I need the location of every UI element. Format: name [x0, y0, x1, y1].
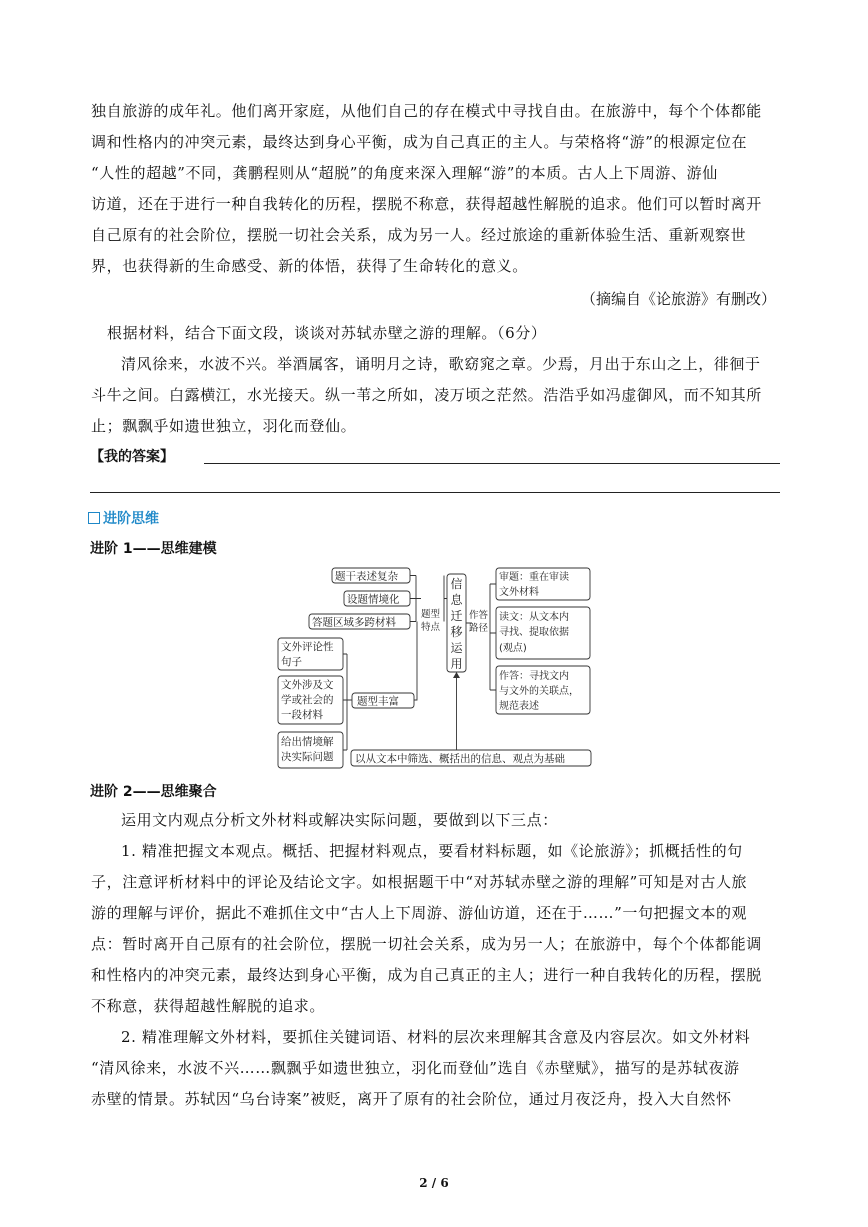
- passage-paragraph: [91, 96, 781, 282]
- question-prompt: 根据材料，结合下面文段，谈谈对苏轼赤壁之游的理解。（6分）: [107, 324, 547, 342]
- answer-input-line-2[interactable]: [90, 492, 780, 493]
- diagram-label: 作答：寻找文内: [499, 671, 569, 682]
- diagram-label: 移: [450, 625, 463, 639]
- diagram-label: 题干表述复杂: [335, 570, 398, 583]
- text-line: 2. 精准理解文外材料，要抓住关键词语、材料的层次来理解其含意及内容层次。如文外材料: [121, 1028, 751, 1046]
- diagram-label: 一段材料: [281, 709, 323, 721]
- diagram-label: 寻找、提取依据: [499, 627, 569, 638]
- diagram-label: 设题情境化: [347, 593, 400, 606]
- passage-source: （摘编自《论旅游》有删改）: [580, 290, 776, 308]
- diagram-label: 特点: [421, 622, 441, 633]
- text-line: 调和性格内的冲突元素，最终达到身心平衡，成为自己真正的主人。与荣格将“游”的根源定位在: [91, 133, 748, 151]
- diagram-label: 息: [450, 593, 463, 607]
- section-title: [88, 508, 159, 528]
- diagram-label: 决实际问题: [281, 751, 334, 763]
- text-line: 点：暂时离开自己原有的社会阶位，摆脱一切社会关系，成为另一人；在旅游中，每个个体都能调: [91, 935, 762, 953]
- text-line: 子，注意评析材料中的评论及结论文字。如根据题干中“对苏轼赤壁之游的理解”可知是对古人旅: [91, 873, 748, 891]
- diagram-label: (观点): [499, 643, 527, 654]
- diagram-text: [281, 570, 579, 766]
- text-line: “人性的超越”不同，龚鹏程则从“超脱”的角度来深入理解“游”的本质。古人上下周游、游仙: [91, 164, 718, 182]
- answer-input-line[interactable]: [204, 463, 780, 464]
- diagram-label: 答题区域多跨材料: [312, 616, 396, 629]
- diagram-label: 迁: [450, 609, 463, 623]
- text-line: 独自旅游的成年礼。他们离开家庭，从他们自己的存在模式中寻找自由。在旅游中，每个个体都能: [91, 102, 762, 120]
- diagram-label: 以从文本中筛选、概括出的信息、观点为基础: [355, 753, 565, 765]
- diagram-label: 句子: [281, 656, 302, 668]
- diagram-label: 作答: [469, 610, 489, 621]
- page-number: 2 / 6: [419, 1176, 449, 1190]
- diagram-label: 文外评论性: [281, 641, 334, 653]
- mind-map-diagram: [276, 566, 594, 770]
- text-line: 赤壁的情景。苏轼因“乌台诗案”被贬，离开了原有的社会阶位，通过月夜泛舟，投入大自然怀: [91, 1090, 732, 1108]
- excerpt-line: 止；飘飘乎如遗世独立，羽化而登仙。: [91, 417, 357, 435]
- stage1-title: 进阶 1——思维建模: [90, 541, 217, 557]
- excerpt-line: 清风徐来，水波不兴。举酒属客，诵明月之诗，歌窈窕之章。少焉，月出于东山之上，徘徊于: [121, 355, 761, 373]
- checkbox-icon: [88, 512, 100, 524]
- text-line: 和性格内的冲突元素，最终达到身心平衡，成为自己真正的主人；进行一种自我转化的历程，摆脱: [91, 966, 762, 984]
- stage2-body: [91, 805, 781, 1115]
- stage2-title: 进阶 2——思维聚合: [90, 784, 217, 800]
- section-title-text: 进阶思维: [103, 511, 159, 527]
- text-line: 不称意，获得超越性解脱的追求。: [91, 997, 326, 1015]
- diagram-label: 给出情境解: [281, 736, 334, 748]
- text-line: 游的理解与评价，据此不难抓住文中“古人上下周游、游仙访道，还在于……”一句把握文本的观: [91, 904, 748, 922]
- diagram-label: 题型丰富: [357, 695, 399, 708]
- diagram-label: 运: [450, 641, 463, 655]
- excerpt-line: 斗牛之间。白露横江，水光接天。纵一苇之所如，凌万顷之茫然。浩浩乎如冯虚御风，而不知其所: [91, 386, 762, 404]
- diagram-label: 读文：从文本内: [499, 612, 569, 623]
- diagram-label: 文外涉及文: [281, 679, 334, 691]
- diagram-label: 规范表述: [499, 701, 539, 712]
- diagram-label: 信: [450, 577, 463, 591]
- diagram-label: 审题：重在审读: [499, 572, 569, 583]
- diagram-label: 文外材料: [499, 587, 539, 598]
- diagram-label: 题型: [421, 609, 441, 620]
- text-line: 访道，还在于进行一种自我转化的历程，摆脱不称意，获得超越性解脱的追求。他们可以暂时离开: [91, 195, 762, 213]
- text-line: 1. 精准把握文本观点。概括、把握材料观点，要看材料标题，如《论旅游》；抓概括性的句: [121, 842, 743, 860]
- text-line: 自己原有的社会阶位，摆脱一切社会关系，成为另一人。经过旅途的重新体验生活、重新观察世: [91, 226, 747, 244]
- diagram-label: 与文外的关联点，: [499, 686, 579, 697]
- diagram-label: 用: [450, 657, 463, 671]
- diagram-label: 学或社会的: [281, 694, 334, 706]
- question-block: [91, 318, 781, 442]
- text-line: “清风徐来，水波不兴……飘飘乎如遗世独立，羽化而登仙”选自《赤壁赋》，描写的是苏轼夜游: [91, 1059, 740, 1077]
- diagram-label: 路径: [469, 623, 489, 634]
- text-line: 运用文内观点分析文外材料或解决实际问题，要做到以下三点：: [121, 811, 558, 829]
- answer-label: 【我的答案】: [90, 449, 174, 465]
- text-line: 界，也获得新的生命感受、新的体悟，获得了生命转化的意义。: [91, 257, 528, 275]
